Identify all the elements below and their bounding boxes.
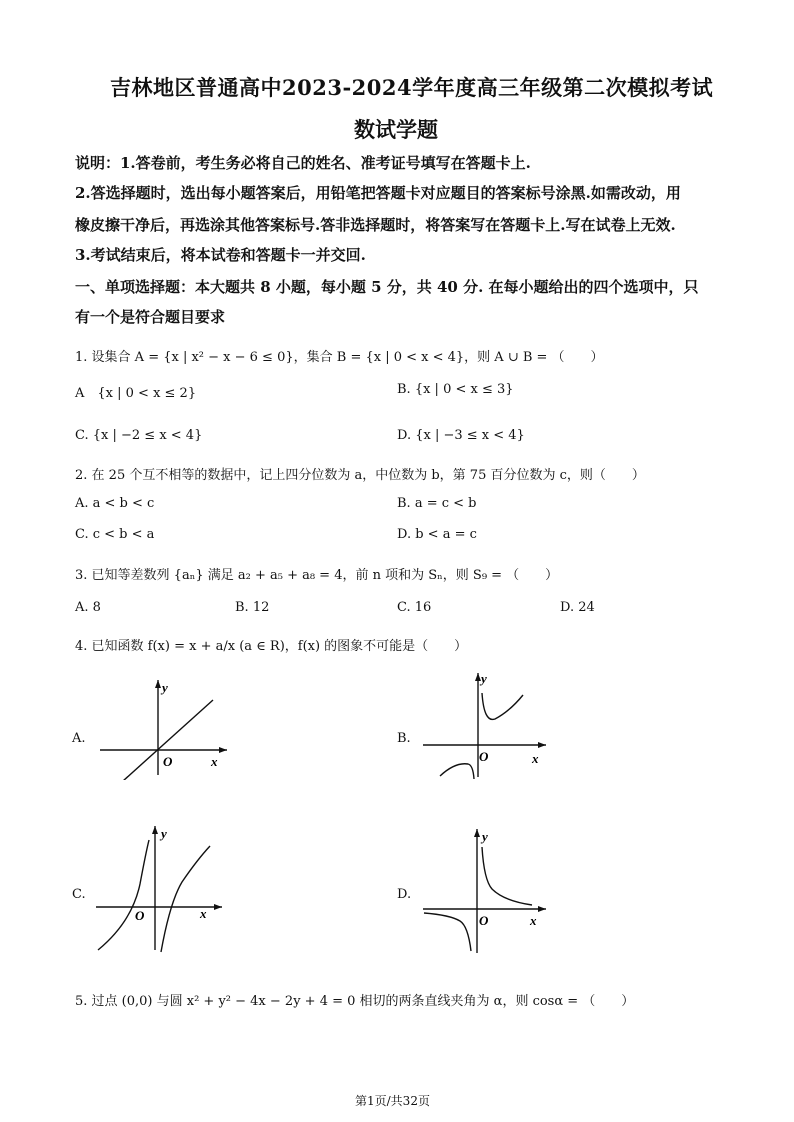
- q4-graph-d: [420, 825, 550, 957]
- q4b-x-label: x: [532, 751, 539, 766]
- q3-option-b: B. 12: [235, 600, 270, 615]
- q1-option-d: D. {x | −3 ≤ x < 4}: [397, 428, 525, 443]
- exam-subtitle: 数试学题: [354, 117, 438, 142]
- q1-option-b: B. {x | 0 < x ≤ 3}: [397, 382, 514, 397]
- q4c-x-label: x: [200, 906, 207, 921]
- instruction-line-2: 2.答选择题时，选出每小题答案后，用铅笔把答题卡对应题目的答案标号涂黑.如需改动，用: [75, 184, 681, 202]
- q3-option-a: A. 8: [75, 600, 101, 615]
- instruction-line-3: 橡皮擦干净后，再选涂其他答案标号.答非选择题时，将答案写在答题卡上.写在试卷上无效.: [75, 216, 676, 234]
- q3-option-c: C. 16: [397, 600, 432, 615]
- q4a-x-label: x: [211, 754, 218, 769]
- q4b-y-label: y: [481, 671, 487, 686]
- q4-option-a-label: A.: [72, 731, 86, 746]
- q4-option-c-label: C.: [72, 887, 86, 902]
- q4-graph-c: [92, 822, 232, 954]
- q4b-origin-label: O: [479, 749, 489, 764]
- q4-graph-a: [95, 670, 235, 780]
- section-heading-line-2: 有一个是符合题目要求: [75, 308, 226, 326]
- q4a-origin-label: O: [163, 754, 173, 769]
- q4c-origin-label: O: [135, 908, 145, 923]
- instruction-line-4: 3.考试结束后，将本试卷和答题卡一并交回.: [75, 246, 366, 264]
- q4-option-d-label: D.: [397, 887, 412, 902]
- q4d-x-label: x: [530, 913, 537, 928]
- q2-option-a: A. a < b < c: [75, 496, 155, 511]
- instruction-line-1: 说明：1.答卷前，考生务必将自己的姓名、准考证号填写在答题卡上.: [75, 154, 531, 172]
- q2-option-c: C. c < b < a: [75, 527, 155, 542]
- page-number: 第1页/共32页: [355, 1094, 430, 1108]
- q1-option-a: A {x | 0 < x ≤ 2}: [75, 386, 197, 401]
- q3-option-d: D. 24: [560, 600, 595, 615]
- section-heading-line-1: 一、单项选择题：本大题共 8 小题，每小题 5 分，共 40 分. 在每小题给出的四个选项中，只: [75, 278, 699, 296]
- q4a-y-label: y: [162, 680, 168, 695]
- q2-option-b: B. a = c < b: [397, 496, 477, 511]
- q1-stem: 1. 设集合 A = {x | x² − x − 6 ≤ 0}，集合 B = {x | 0 < x < 4}，则 A ∪ B = （ ）: [75, 350, 604, 365]
- q4d-y-label: y: [482, 829, 488, 844]
- q2-option-d: D. b < a = c: [397, 527, 477, 542]
- q4-graph-b: [420, 665, 550, 780]
- exam-title: 吉林地区普通高中2023-2024学年度高三年级第二次模拟考试: [110, 75, 714, 100]
- q4-option-b-label: B.: [397, 731, 411, 746]
- q2-stem: 2. 在 25 个互不相等的数据中，记上四分位数为 a，中位数为 b，第 75 百分位数为 c，则（ ）: [75, 468, 645, 483]
- q3-stem: 3. 已知等差数列 {aₙ} 满足 a₂ + a₅ + a₈ = 4，前 n 项和为 Sₙ，则 S₉ = （ ）: [75, 568, 559, 583]
- q4-stem: 4. 已知函数 f(x) = x + a/x (a ∈ R)，f(x) 的图象不可能是（ ）: [75, 639, 468, 654]
- q5-stem: 5. 过点 (0,0) 与圆 x² + y² − 4x − 2y + 4 = 0 相切的两条直线夹角为 α，则 cosα = （ ）: [75, 994, 635, 1009]
- q4c-y-label: y: [161, 826, 167, 841]
- q4d-origin-label: O: [479, 913, 489, 928]
- q1-option-c: C. {x | −2 ≤ x < 4}: [75, 428, 203, 443]
